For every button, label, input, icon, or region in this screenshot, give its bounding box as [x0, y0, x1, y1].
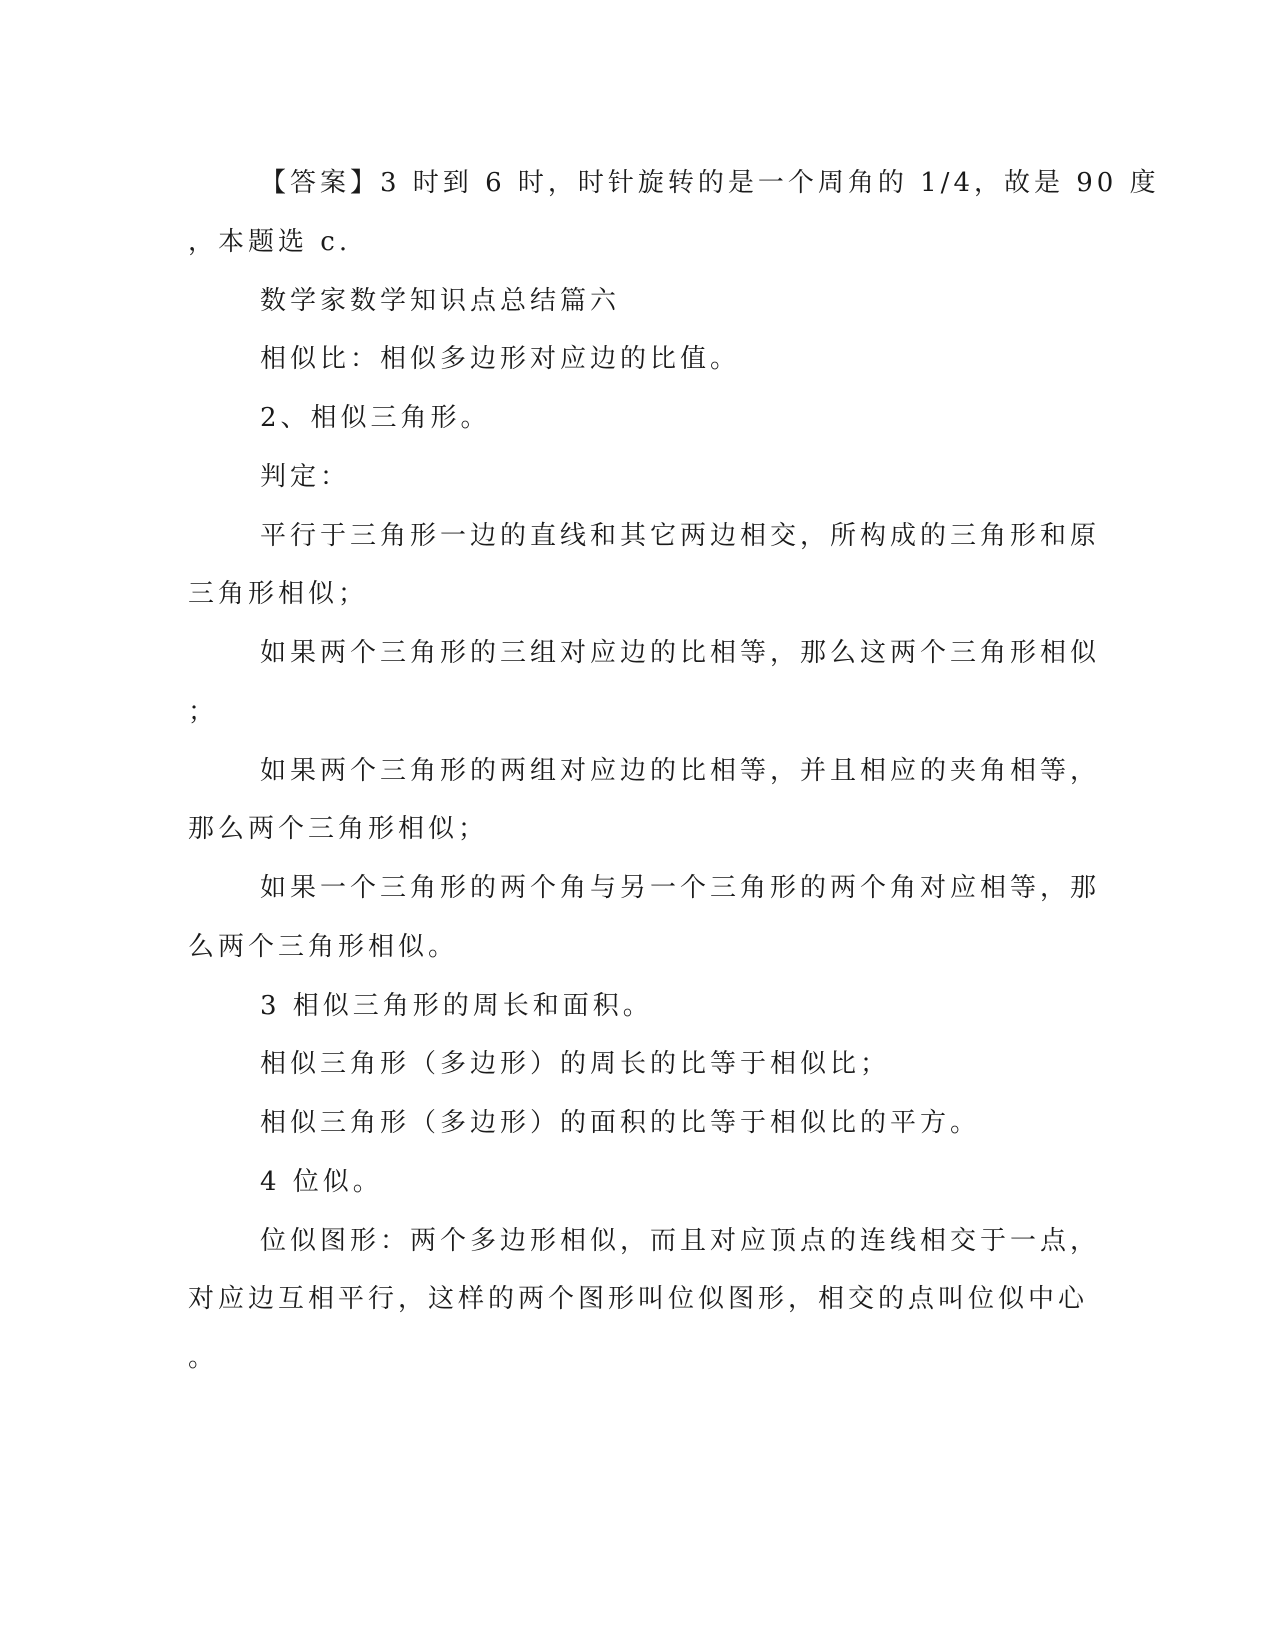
criterion-1-line-1: 平行于三角形一边的直线和其它两边相交，所构成的三角形和原 — [260, 521, 1101, 551]
answer-line-2: ，本题选 c. — [188, 227, 352, 257]
criterion-1-line-2: 三角形相似； — [188, 579, 369, 609]
homothety-line-3: 。 — [188, 1343, 219, 1373]
criterion-3-line-2: 那么两个三角形相似； — [188, 814, 489, 844]
heading-criteria: 判定： — [260, 462, 351, 492]
heading-homothety: 4 位似。 — [260, 1167, 383, 1197]
paragraph-similarity-ratio: 相似比：相似多边形对应边的比值。 — [260, 344, 741, 374]
criterion-4-line-2: 么两个三角形相似。 — [188, 932, 459, 962]
criterion-2-line-1: 如果两个三角形的三组对应边的比相等，那么这两个三角形相似 — [260, 638, 1101, 668]
homothety-line-1: 位似图形：两个多边形相似，而且对应顶点的连线相交于一点， — [260, 1226, 1101, 1256]
answer-line-1: 【答案】3 时到 6 时，时针旋转的是一个周角的 1/4，故是 90 度 — [260, 168, 1160, 198]
heading-similar-triangles: 2、相似三角形。 — [260, 403, 491, 433]
paragraph-area-ratio: 相似三角形（多边形）的面积的比等于相似比的平方。 — [260, 1108, 981, 1138]
criterion-2-line-2: ； — [188, 697, 219, 727]
section-title: 数学家数学知识点总结篇六 — [260, 286, 621, 316]
heading-perimeter-area: 3 相似三角形的周长和面积。 — [260, 991, 653, 1021]
homothety-line-2: 对应边互相平行，这样的两个图形叫位似图形，相交的点叫位似中心 — [188, 1284, 1089, 1314]
paragraph-perimeter-ratio: 相似三角形（多边形）的周长的比等于相似比； — [260, 1049, 891, 1079]
criterion-3-line-1: 如果两个三角形的两组对应边的比相等，并且相应的夹角相等， — [260, 756, 1101, 786]
criterion-4-line-1: 如果一个三角形的两个角与另一个三角形的两个角对应相等，那 — [260, 873, 1101, 903]
